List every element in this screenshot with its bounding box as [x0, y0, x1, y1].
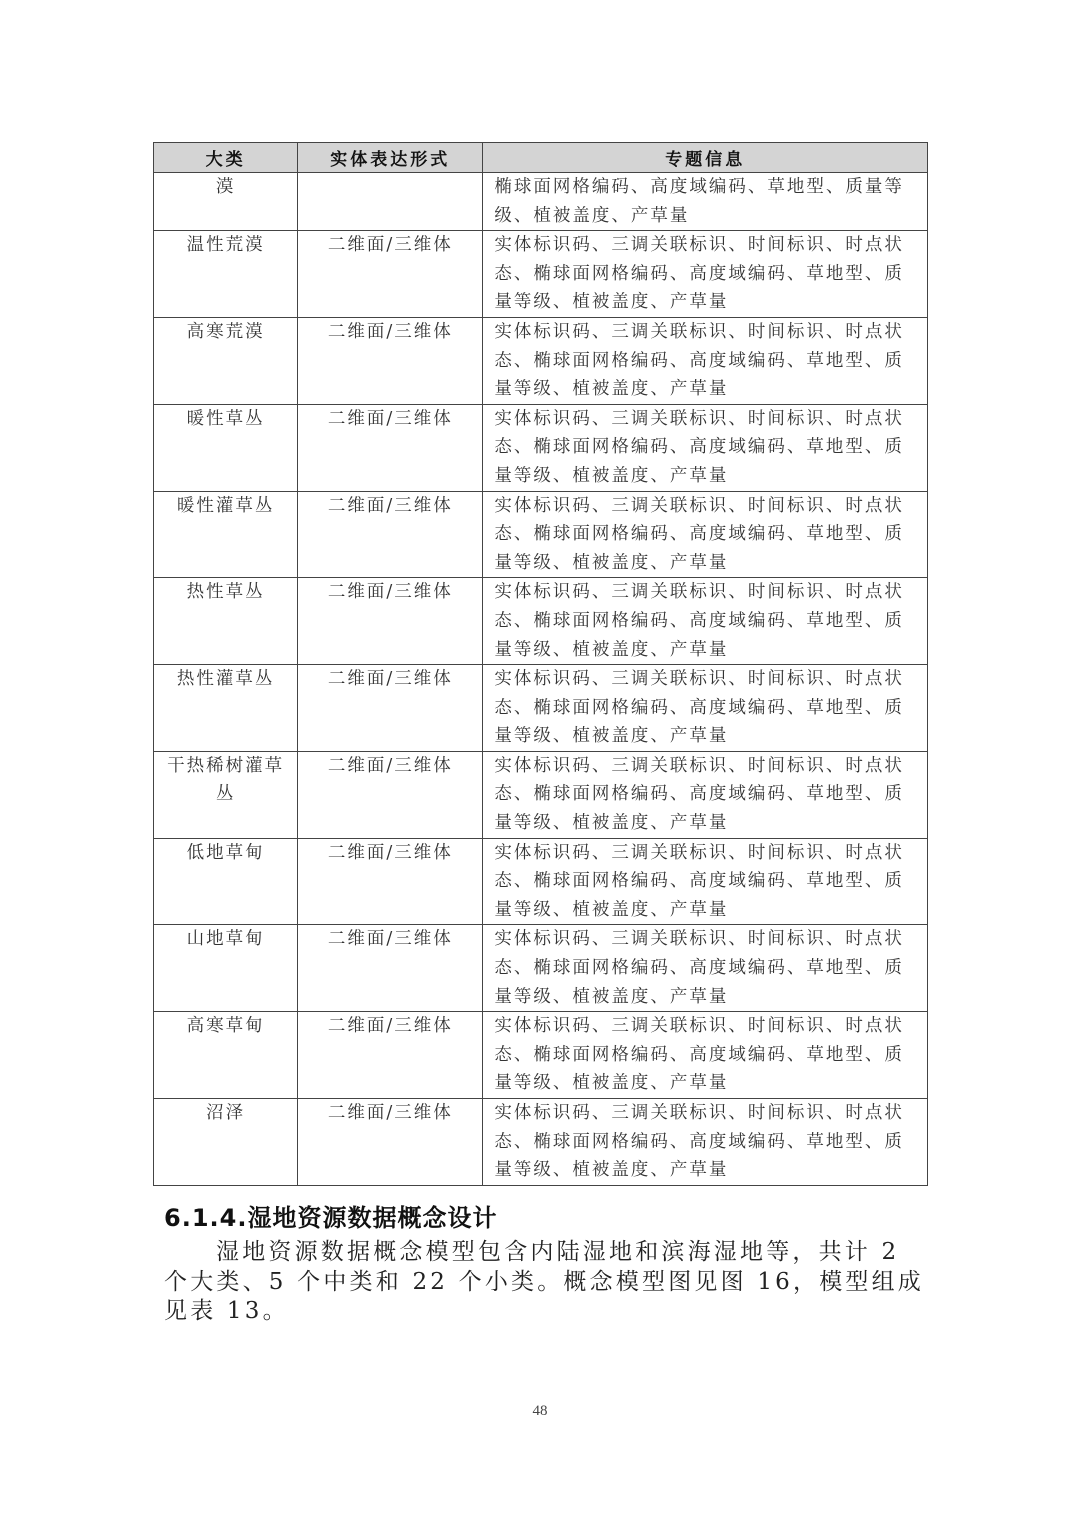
- header-thematic-info: 专题信息: [483, 143, 928, 173]
- table-header-row: [154, 143, 928, 173]
- cell-entity-form: 二维面/三维体: [298, 578, 483, 665]
- header-major-class: 大类: [154, 143, 298, 173]
- cell-entity-form: 二维面/三维体: [298, 751, 483, 838]
- cell-major-class: 暖性草丛: [154, 404, 298, 491]
- cell-major-class: 沼泽: [154, 1099, 298, 1186]
- cell-major-class: 温性荒漠: [154, 231, 298, 318]
- cell-thematic-info: 椭球面网格编码、高度域编码、草地型、质量等级、植被盖度、产草量: [483, 173, 928, 231]
- cell-thematic-info: 实体标识码、三调关联标识、时间标识、时点状态、椭球面网格编码、高度域编码、草地型、质量等级、植被盖度、产草量: [483, 665, 928, 752]
- table-row: [154, 404, 928, 491]
- cell-entity-form: 二维面/三维体: [298, 491, 483, 578]
- cell-thematic-info: 实体标识码、三调关联标识、时间标识、时点状态、椭球面网格编码、高度域编码、草地型、质量等级、植被盖度、产草量: [483, 578, 928, 665]
- cell-major-class: 暖性灌草丛: [154, 491, 298, 578]
- cell-thematic-info: 实体标识码、三调关联标识、时间标识、时点状态、椭球面网格编码、高度域编码、草地型、质量等级、植被盖度、产草量: [483, 751, 928, 838]
- table-row: [154, 578, 928, 665]
- table-row: [154, 1099, 928, 1186]
- cell-thematic-info: 实体标识码、三调关联标识、时间标识、时点状态、椭球面网格编码、高度域编码、草地型、质量等级、植被盖度、产草量: [483, 404, 928, 491]
- table-row: [154, 317, 928, 404]
- cell-entity-form: [298, 173, 483, 231]
- cell-major-class: 低地草甸: [154, 838, 298, 925]
- page-number: 48: [532, 1403, 548, 1419]
- table-row: [154, 838, 928, 925]
- cell-thematic-info: 实体标识码、三调关联标识、时间标识、时点状态、椭球面网格编码、高度域编码、草地型、质量等级、植被盖度、产草量: [483, 838, 928, 925]
- cell-entity-form: 二维面/三维体: [298, 665, 483, 752]
- table-row: [154, 491, 928, 578]
- cell-entity-form: 二维面/三维体: [298, 1099, 483, 1186]
- cell-entity-form: 二维面/三维体: [298, 404, 483, 491]
- cell-entity-form: 二维面/三维体: [298, 838, 483, 925]
- cell-thematic-info: 实体标识码、三调关联标识、时间标识、时点状态、椭球面网格编码、高度域编码、草地型、质量等级、植被盖度、产草量: [483, 1012, 928, 1099]
- cell-entity-form: 二维面/三维体: [298, 231, 483, 318]
- cell-major-class: 热性灌草丛: [154, 665, 298, 752]
- cell-thematic-info: 实体标识码、三调关联标识、时间标识、时点状态、椭球面网格编码、高度域编码、草地型、质量等级、植被盖度、产草量: [483, 231, 928, 318]
- header-entity-form: 实体表达形式: [298, 143, 483, 173]
- cell-major-class: 干热稀树灌草丛: [154, 751, 298, 838]
- cell-entity-form: 二维面/三维体: [298, 317, 483, 404]
- cell-thematic-info: 实体标识码、三调关联标识、时间标识、时点状态、椭球面网格编码、高度域编码、草地型、质量等级、植被盖度、产草量: [483, 925, 928, 1012]
- section-heading: 6.1.4.湿地资源数据概念设计: [164, 1204, 498, 1232]
- cell-thematic-info: 实体标识码、三调关联标识、时间标识、时点状态、椭球面网格编码、高度域编码、草地型、质量等级、植被盖度、产草量: [483, 317, 928, 404]
- table-row: [154, 925, 928, 1012]
- cell-major-class: 高寒草甸: [154, 1012, 298, 1099]
- table-row: [154, 665, 928, 752]
- cell-major-class: 热性草丛: [154, 578, 298, 665]
- grassland-model-table: [153, 142, 928, 1186]
- table-row: [154, 173, 928, 231]
- cell-entity-form: 二维面/三维体: [298, 925, 483, 1012]
- section-paragraph: 湿地资源数据概念模型包含内陆湿地和滨海湿地等，共计 2 个大类、5 个中类和 22 个小类。概念模型图见图 16，模型组成见表 13。: [164, 1239, 925, 1324]
- cell-major-class: 漠: [154, 173, 298, 231]
- table-row: [154, 1012, 928, 1099]
- cell-entity-form: 二维面/三维体: [298, 1012, 483, 1099]
- cell-thematic-info: 实体标识码、三调关联标识、时间标识、时点状态、椭球面网格编码、高度域编码、草地型、质量等级、植被盖度、产草量: [483, 491, 928, 578]
- table-row: [154, 231, 928, 318]
- table-row: [154, 751, 928, 838]
- cell-major-class: 山地草甸: [154, 925, 298, 1012]
- cell-major-class: 高寒荒漠: [154, 317, 298, 404]
- cell-thematic-info: 实体标识码、三调关联标识、时间标识、时点状态、椭球面网格编码、高度域编码、草地型、质量等级、植被盖度、产草量: [483, 1099, 928, 1186]
